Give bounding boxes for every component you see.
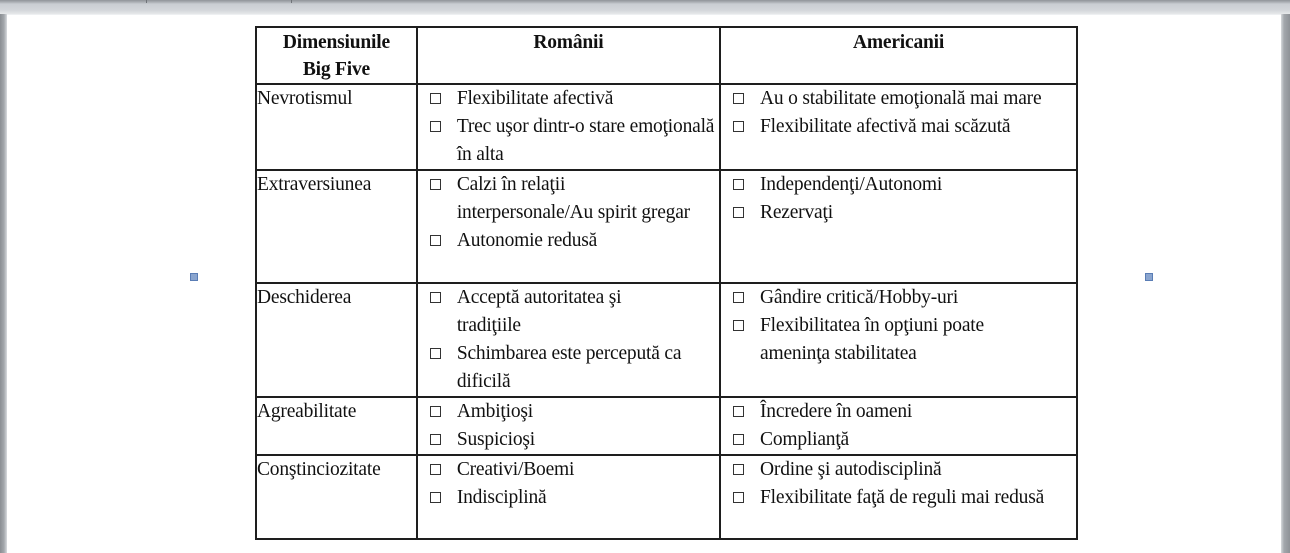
romanians-cell	[417, 283, 720, 397]
list-item: Încredere în oameni	[721, 398, 1076, 426]
americans-cell	[720, 455, 1077, 539]
table-row	[256, 455, 1077, 539]
list-item: Gândire critică/Hobby-uri	[721, 284, 1076, 312]
list-item: Flexibilitate afectivă mai scăzută	[721, 113, 1076, 141]
list-item: Schimbarea este percepută ca dificilă	[418, 340, 719, 396]
list-item: Creativi/Boemi	[418, 456, 719, 484]
ruler-tick	[146, 0, 147, 3]
header-romanians: Românii	[417, 27, 720, 84]
list-item: Ordine şi autodisciplină	[721, 456, 1076, 484]
list-item: Rezervaţi	[721, 199, 1076, 227]
americans-cell	[720, 84, 1077, 170]
romanians-cell	[417, 170, 720, 283]
americans-cell	[720, 283, 1077, 397]
big-five-comparison-table[interactable]	[255, 26, 1078, 540]
checkbox-outline-icon	[430, 121, 441, 132]
americans-cell	[720, 397, 1077, 455]
window-top-frame	[0, 0, 1290, 15]
table-row	[256, 397, 1077, 455]
header-americans: Americanii	[720, 27, 1077, 84]
checkbox-outline-icon	[430, 492, 441, 503]
checkbox-outline-icon	[430, 434, 441, 445]
list-item: Flexibilitatea în opţiuni poate ameninţa stabilitatea	[721, 312, 1076, 368]
checkbox-outline-icon	[733, 434, 744, 445]
checkbox-outline-icon	[430, 292, 441, 303]
checkbox-outline-icon	[733, 464, 744, 475]
header-dimension: Dimensiunile Big Five	[256, 27, 417, 84]
table-header-row	[256, 27, 1077, 84]
checkbox-outline-icon	[430, 348, 441, 359]
table-row	[256, 84, 1077, 170]
dimension-cell: Deschiderea	[256, 283, 417, 397]
checkbox-outline-icon	[733, 207, 744, 218]
checkbox-outline-icon	[733, 121, 744, 132]
dimension-cell: Agreabilitate	[256, 397, 417, 455]
checkbox-outline-icon	[733, 320, 744, 331]
list-item: Trec uşor dintr-o stare emoţională în alta	[418, 113, 719, 169]
table-row	[256, 283, 1077, 397]
table-row	[256, 170, 1077, 283]
list-item: Flexibilitate faţă de reguli mai redusă	[721, 484, 1076, 512]
checkbox-outline-icon	[430, 179, 441, 190]
dimension-cell: Conştinciozitate	[256, 455, 417, 539]
checkbox-outline-icon	[430, 93, 441, 104]
right-scrollbar[interactable]	[1281, 14, 1290, 553]
right-resize-handle-icon[interactable]	[1145, 273, 1153, 281]
list-item: Ambiţioşi	[418, 398, 719, 426]
romanians-cell	[417, 455, 720, 539]
list-item: Indisciplină	[418, 484, 719, 512]
list-item: Acceptă autoritatea şi tradiţiile	[418, 284, 719, 340]
list-item: Au o stabilitate emoţională mai mare	[721, 85, 1076, 113]
list-item: Complianţă	[721, 426, 1076, 454]
checkbox-outline-icon	[733, 492, 744, 503]
dimension-cell: Nevrotismul	[256, 84, 417, 170]
left-page-edge	[0, 14, 7, 553]
checkbox-outline-icon	[733, 93, 744, 104]
list-item: Calzi în relaţii interpersonale/Au spirit gregar	[418, 171, 719, 227]
checkbox-outline-icon	[733, 292, 744, 303]
checkbox-outline-icon	[430, 235, 441, 246]
checkbox-outline-icon	[733, 406, 744, 417]
left-resize-handle-icon[interactable]	[190, 273, 198, 281]
checkbox-outline-icon	[733, 179, 744, 190]
dimension-cell: Extraversiunea	[256, 170, 417, 283]
ruler-tick	[291, 0, 292, 3]
list-item: Flexibilitate afectivă	[418, 85, 719, 113]
list-item: Independenţi/Autonomi	[721, 171, 1076, 199]
list-item: Suspicioşi	[418, 426, 719, 454]
checkbox-outline-icon	[430, 406, 441, 417]
romanians-cell	[417, 397, 720, 455]
list-item: Autonomie redusă	[418, 227, 719, 255]
romanians-cell	[417, 84, 720, 170]
americans-cell	[720, 170, 1077, 283]
checkbox-outline-icon	[430, 464, 441, 475]
